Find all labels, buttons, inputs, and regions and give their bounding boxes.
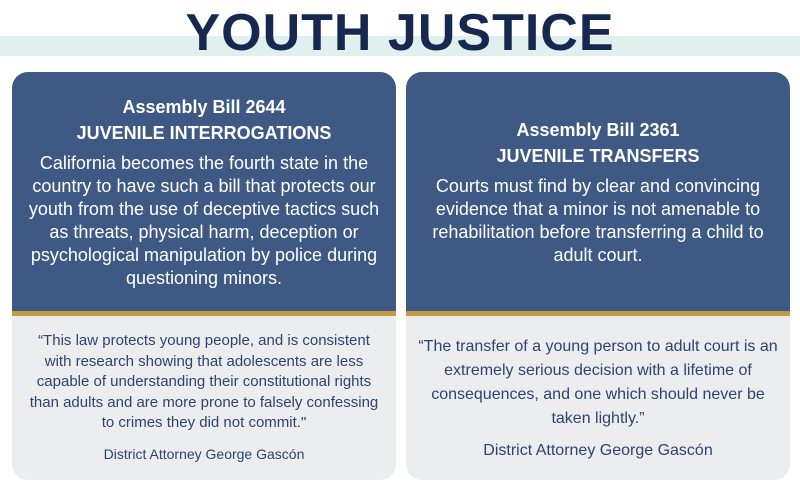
quote-attribution: District Attorney George Gascón [483, 441, 713, 459]
quote-attribution: District Attorney George Gascón [103, 445, 305, 462]
quote-text: “This law protects young people, and is consistent with research showing that adolescents are less capable of understanding their constitutional rights than adults and are more prone to falsely confessing to crimes they did not commit." [29, 332, 379, 432]
page-title: YOUTH JUSTICE [185, 4, 615, 62]
bill-number: Assembly Bill 2361 [516, 119, 680, 140]
bill-card-2361 [406, 72, 790, 480]
bill-description: California becomes the fourth state in the country to have such a bill that protects our youth from the use of deceptive tactics such as threats, physical harm, deception or psychological manipulation by police during questioning minors. [28, 152, 380, 288]
quote-text: “The transfer of a young person to adult court is an extremely serious decision with a lifetime of consequences, and one which should never be taken lightly.” [418, 337, 778, 427]
bill-subject: JUVENILE INTERROGATIONS [76, 122, 332, 143]
bill-summary-panel [406, 72, 790, 316]
bill-description: Courts must find by clear and convincing evidence that a minor is not amenable to rehabilitation before transferring a child to adult court. [432, 175, 764, 265]
bill-summary-panel [12, 72, 396, 316]
bill-number: Assembly Bill 2644 [122, 96, 286, 117]
bill-card-2644 [12, 72, 396, 480]
quote-panel [12, 321, 396, 480]
quote-panel [406, 321, 790, 480]
bill-subject: JUVENILE TRANSFERS [496, 145, 700, 166]
